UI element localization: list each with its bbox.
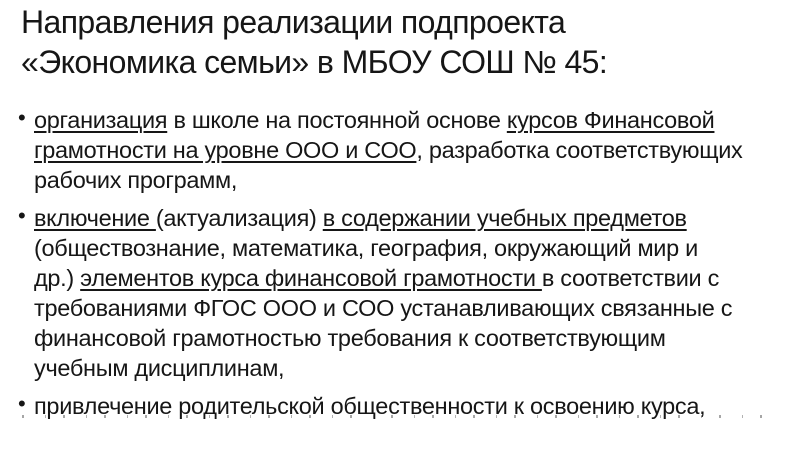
bullet-marker: • [18, 105, 26, 130]
plain-text: др.) [34, 265, 81, 291]
bullet-item [20, 105, 798, 195]
title-line-1: Направления реализации подпроекта [21, 4, 566, 40]
bullet-line [34, 263, 798, 293]
plain-text: требованиями ФГОС ООО и СОО устанавливающих связанные с [34, 295, 733, 321]
plain-text: привлечение родительской общественности к освоению курса, [34, 393, 706, 419]
bullet-list [20, 105, 798, 429]
slide-title [21, 2, 607, 82]
bullet-item [20, 203, 798, 383]
plain-text: (актуализация) [155, 205, 323, 231]
underlined-text: включение [34, 205, 156, 231]
bullet-line [34, 353, 798, 383]
plain-text: в школе на постоянной основе [167, 107, 507, 133]
bullet-line [34, 233, 798, 263]
plain-text: , разработка соответствующих [416, 137, 743, 163]
underlined-text: организация [34, 107, 168, 133]
plain-text: финансовой грамотностью требования к соответствующим [34, 325, 666, 351]
plain-text: в соответствии с [541, 265, 720, 291]
bullet-line [34, 323, 798, 353]
underlined-text: элементов курса финансовой грамотности [80, 265, 542, 291]
plain-text: рабочих программ, [34, 167, 238, 193]
bullet-line [34, 165, 798, 195]
bullet-line [34, 135, 798, 165]
bullet-line [34, 105, 798, 135]
bullet-marker: • [18, 391, 26, 416]
underlined-text: курсов Финансовой [506, 107, 715, 133]
underlined-text: грамотности на уровне ООО и СОО [34, 137, 417, 163]
underlined-text: в содержании учебных предметов [322, 205, 687, 231]
cutoff-text-strip [22, 415, 778, 418]
bullet-marker: • [18, 203, 26, 228]
plain-text: (обществознание, математика, география, окружающий мир и [34, 235, 698, 261]
plain-text: учебным дисциплинам, [34, 355, 285, 381]
title-line-2: «Экономика семьи» в МБОУ СОШ № 45: [21, 44, 608, 80]
bullet-line [34, 293, 798, 323]
bullet-line [34, 203, 798, 233]
